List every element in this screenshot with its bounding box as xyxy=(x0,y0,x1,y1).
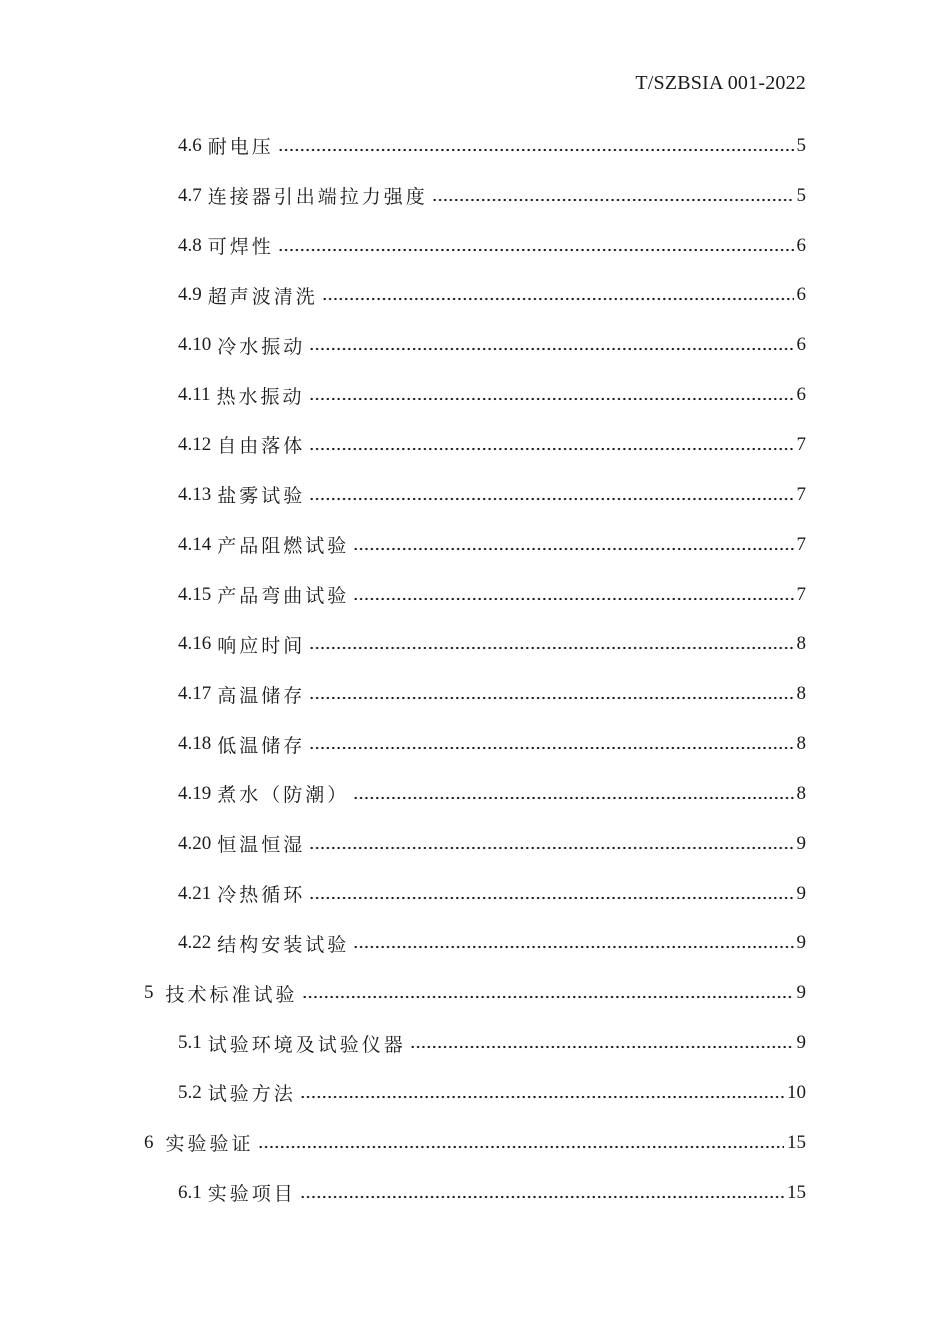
toc-entry[interactable] xyxy=(0,1118,950,1168)
toc-dot-leader xyxy=(353,597,793,601)
toc-entry-page: 10 xyxy=(787,1081,806,1103)
toc-entry-title: 超声波清洗 xyxy=(207,285,318,308)
toc-entry-title: 试验环境及试验仪器 xyxy=(207,1033,406,1056)
toc-entry-page: 15 xyxy=(787,1131,806,1153)
toc-dot-leader xyxy=(309,447,793,451)
toc-entry-title: 技术标准试验 xyxy=(165,983,298,1006)
toc-entry-page: 7 xyxy=(796,433,806,455)
toc-entry[interactable] xyxy=(0,869,950,919)
toc-dot-leader xyxy=(258,1145,784,1149)
toc-entry-page: 7 xyxy=(796,533,806,555)
toc-entry-number: 5.1 xyxy=(178,1032,202,1054)
toc-entry-title: 产品阻燃试验 xyxy=(217,535,350,558)
toc-entry-number: 4.9 xyxy=(178,284,202,306)
toc-entry[interactable] xyxy=(0,669,950,719)
toc-entry-page: 9 xyxy=(796,832,806,854)
toc-entry-title: 实验项目 xyxy=(207,1183,296,1206)
toc-entry-title: 试验方法 xyxy=(207,1083,296,1106)
toc-entry-page: 8 xyxy=(796,733,806,755)
toc-entry-page: 6 xyxy=(796,284,806,306)
toc-dot-leader xyxy=(322,297,794,301)
toc-entry-number: 4.12 xyxy=(178,433,212,455)
toc-entry[interactable] xyxy=(0,370,950,420)
toc-entry-title: 可焊性 xyxy=(207,236,274,259)
toc-dot-leader xyxy=(302,995,794,999)
toc-entry[interactable] xyxy=(0,919,950,969)
toc-entry-title: 实验验证 xyxy=(165,1133,254,1156)
toc-entry-title: 产品弯曲试验 xyxy=(217,585,350,608)
toc-entry-page: 9 xyxy=(796,1032,806,1054)
toc-entry-title: 耐电压 xyxy=(207,136,274,159)
toc-dot-leader xyxy=(309,896,793,900)
toc-entry-page: 6 xyxy=(796,334,806,356)
toc-entry[interactable] xyxy=(0,1068,950,1118)
toc-entry[interactable] xyxy=(0,1168,950,1218)
toc-dot-leader xyxy=(309,497,793,501)
toc-entry-page: 8 xyxy=(796,683,806,705)
toc-entry-title: 热水振动 xyxy=(216,385,305,408)
toc-entry-page: 5 xyxy=(796,184,806,206)
toc-entry-number: 4.16 xyxy=(178,633,212,655)
toc-entry-title: 盐雾试验 xyxy=(217,485,306,508)
table-of-contents xyxy=(0,121,950,1218)
toc-dot-leader xyxy=(278,148,794,152)
toc-entry-page: 6 xyxy=(796,384,806,406)
toc-entry-number: 4.20 xyxy=(178,832,212,854)
toc-entry-number: 4.22 xyxy=(178,932,212,954)
toc-entry-title: 恒温恒湿 xyxy=(217,834,306,857)
toc-entry-number: 6.1 xyxy=(178,1181,202,1203)
toc-entry-title: 响应时间 xyxy=(217,634,306,657)
toc-entry-title: 自由落体 xyxy=(217,435,306,458)
toc-dot-leader xyxy=(432,198,794,202)
toc-entry-page: 8 xyxy=(796,782,806,804)
toc-entry[interactable] xyxy=(0,271,950,321)
toc-entry-number: 4.10 xyxy=(178,334,212,356)
toc-entry-page: 15 xyxy=(787,1181,806,1203)
toc-dot-leader xyxy=(309,696,793,700)
toc-entry-title: 高温储存 xyxy=(217,684,306,707)
toc-entry[interactable] xyxy=(0,570,950,620)
toc-entry-page: 9 xyxy=(796,982,806,1004)
toc-entry-page: 8 xyxy=(796,633,806,655)
toc-entry-number: 5.2 xyxy=(178,1081,202,1103)
toc-entry[interactable] xyxy=(0,221,950,271)
toc-dot-leader xyxy=(300,1195,784,1199)
toc-entry[interactable] xyxy=(0,769,950,819)
toc-entry[interactable] xyxy=(0,719,950,769)
toc-entry[interactable] xyxy=(0,619,950,669)
toc-entry[interactable] xyxy=(0,1018,950,1068)
toc-entry-page: 7 xyxy=(796,583,806,605)
toc-dot-leader xyxy=(309,846,793,850)
toc-entry[interactable] xyxy=(0,420,950,470)
toc-entry[interactable] xyxy=(0,968,950,1018)
toc-entry-title: 煮水（防潮） xyxy=(217,784,350,807)
toc-entry[interactable] xyxy=(0,470,950,520)
toc-entry-number: 4.11 xyxy=(178,384,211,406)
toc-dot-leader xyxy=(309,646,793,650)
toc-entry-number: 5 xyxy=(144,982,154,1004)
toc-entry-number: 4.18 xyxy=(178,733,212,755)
toc-entry-number: 4.19 xyxy=(178,782,212,804)
toc-dot-leader xyxy=(309,746,793,750)
toc-entry-page: 9 xyxy=(796,932,806,954)
toc-dot-leader xyxy=(309,397,794,401)
document-code: T/SZBSIA 001-2022 xyxy=(635,72,806,94)
toc-entry-number: 4.15 xyxy=(178,583,212,605)
toc-entry[interactable] xyxy=(0,320,950,370)
toc-entry-number: 4.13 xyxy=(178,483,212,505)
toc-entry-title: 连接器引出端拉力强度 xyxy=(207,186,428,209)
toc-dot-leader xyxy=(353,796,793,800)
toc-entry-number: 4.6 xyxy=(178,134,202,156)
toc-entry-number: 4.14 xyxy=(178,533,212,555)
toc-entry-title: 低温储存 xyxy=(217,734,306,757)
toc-entry-title: 冷热循环 xyxy=(217,884,306,907)
toc-dot-leader xyxy=(353,945,793,949)
toc-dot-leader xyxy=(353,547,793,551)
toc-entry-number: 4.7 xyxy=(178,184,202,206)
toc-entry-number: 6 xyxy=(144,1131,154,1153)
toc-entry-title: 冷水振动 xyxy=(217,335,306,358)
toc-entry-number: 4.21 xyxy=(178,882,212,904)
toc-entry-number: 4.17 xyxy=(178,683,212,705)
toc-entry[interactable] xyxy=(0,520,950,570)
toc-dot-leader xyxy=(309,347,793,351)
toc-entry-page: 9 xyxy=(796,882,806,904)
toc-dot-leader xyxy=(410,1045,794,1049)
toc-entry[interactable] xyxy=(0,121,950,171)
toc-dot-leader xyxy=(278,248,794,252)
toc-entry-number: 4.8 xyxy=(178,234,202,256)
toc-entry-page: 6 xyxy=(796,234,806,256)
toc-entry-page: 7 xyxy=(796,483,806,505)
toc-entry[interactable] xyxy=(0,819,950,869)
toc-entry[interactable] xyxy=(0,171,950,221)
toc-entry-page: 5 xyxy=(796,134,806,156)
toc-entry-title: 结构安装试验 xyxy=(217,933,350,956)
toc-dot-leader xyxy=(300,1095,784,1099)
